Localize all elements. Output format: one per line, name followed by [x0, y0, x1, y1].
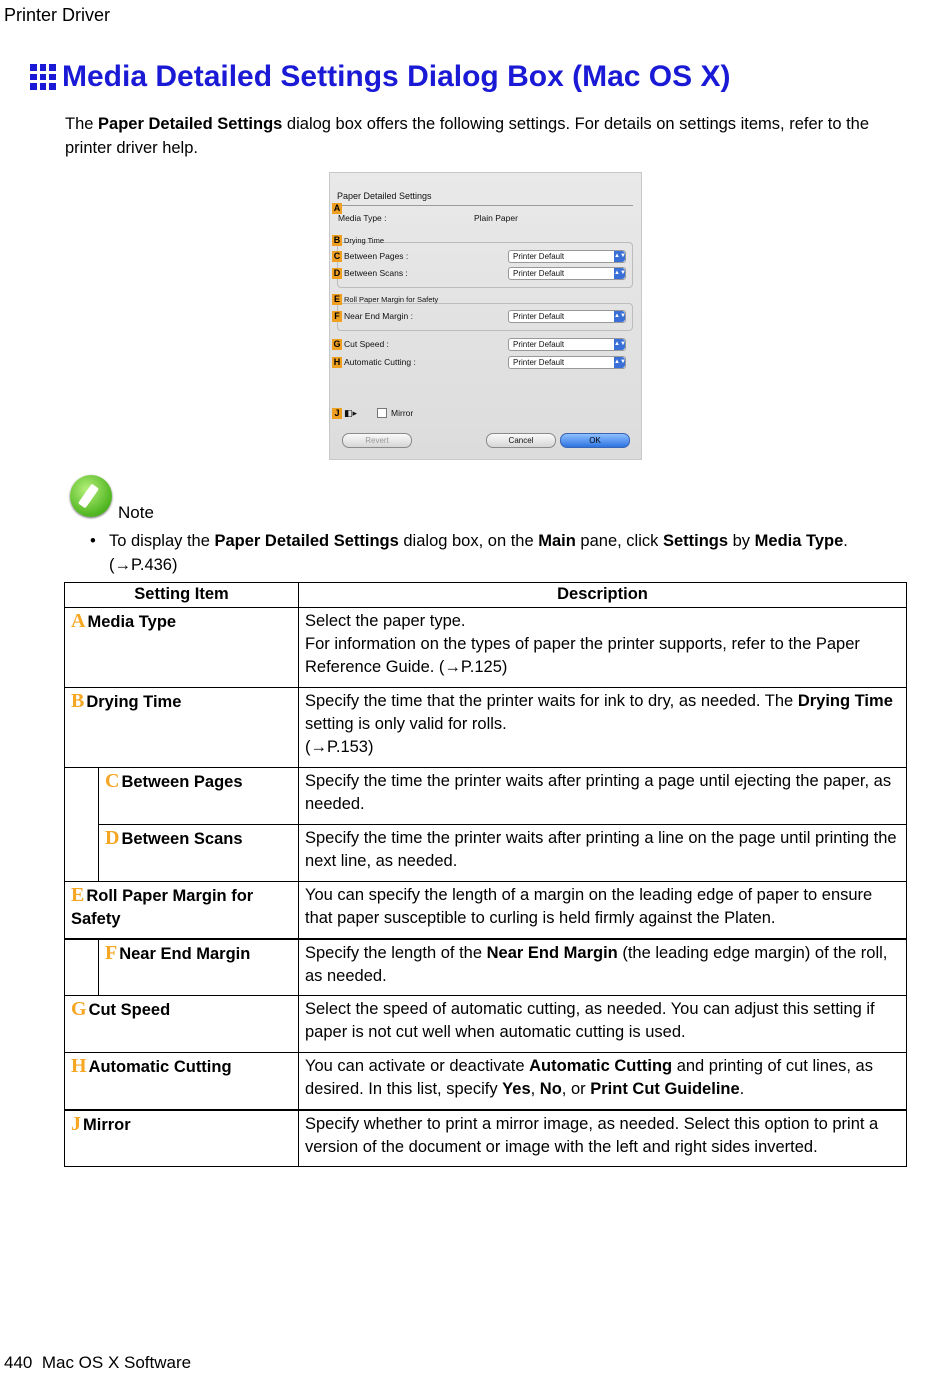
description-text: Specify whether to print a mirror image, as needed. Select this option to print a version of the document or image with the left and right sides inverted.: [299, 1110, 907, 1167]
media-type-value: Plain Paper: [474, 213, 518, 223]
page-title: Media Detailed Settings Dialog Box (Mac OS X): [62, 60, 731, 93]
description-text: Specify the time the printer waits after printing a page until ejecting the paper, as needed.: [299, 768, 907, 825]
row-letter: B: [71, 690, 85, 712]
setting-item-mirror: Mirror: [83, 1115, 131, 1134]
popup-arrow-icon: ▲▼: [614, 311, 625, 322]
table-row: [65, 608, 907, 688]
row-letter: H: [71, 1055, 87, 1077]
description-text: Specify the length of the Near End Margin (the leading edge margin) of the roll, as needed.: [299, 939, 907, 996]
setting-item-automatic-cutting: Automatic Cutting: [88, 1058, 232, 1076]
description-text: You can activate or deactivate Automatic Cutting and printing of cut lines, as desired. In this list, specify Yes, No, or Print Cut Guideline.: [299, 1053, 907, 1110]
callout-e: E: [333, 293, 340, 304]
media-type-label: Media Type :: [338, 213, 387, 223]
popup-arrow-icon: ▲▼: [614, 339, 625, 350]
table-row: [65, 882, 907, 939]
cut-speed-label: Cut Speed :: [344, 339, 389, 349]
between-pages-popup[interactable]: Printer Default ▲▼: [508, 250, 626, 263]
dialog-screenshot: [329, 172, 642, 460]
between-pages-label: Between Pages :: [344, 251, 409, 261]
popup-arrow-icon: ▲▼: [614, 357, 625, 368]
callout-f: F: [332, 311, 342, 322]
callout-c: C: [333, 250, 341, 261]
page-footer: [4, 1353, 191, 1373]
note-label: Note: [118, 503, 154, 522]
auto-cutting-label: Automatic Cutting :: [344, 357, 416, 367]
popup-arrow-icon: ▲▼: [614, 251, 625, 262]
row-letter: J: [71, 1112, 81, 1135]
setting-item-media-type: Media Type: [87, 613, 177, 631]
revert-button[interactable]: Revert: [342, 433, 412, 448]
row-letter: A: [71, 610, 86, 632]
row-letter: C: [105, 770, 120, 792]
table-row: [65, 768, 907, 825]
page-number: 440: [4, 1353, 33, 1372]
row-letter: F: [105, 941, 118, 964]
callout-b: B: [333, 234, 341, 245]
description-text: Select the speed of automatic cutting, as needed. You can adjust this setting if paper is not cut well when automatic cutting is used.: [299, 996, 907, 1053]
table-row: [65, 825, 907, 882]
callout-h: H: [333, 356, 341, 367]
roll-margin-label: Roll Paper Margin for Safety: [344, 294, 439, 304]
grid-icon: [30, 64, 56, 90]
setting-item-between-scans: Between Scans: [121, 830, 243, 848]
between-scans-label: Between Scans :: [344, 268, 408, 278]
mirror-checkbox[interactable]: [377, 408, 387, 418]
setting-item-roll-paper-margin: Roll Paper Margin for Safety: [71, 887, 254, 928]
description-text: Specify the time that the printer waits for ink to dry, as needed. The Drying Time setting is only valid for rolls. (→P.153): [299, 688, 907, 768]
row-letter: G: [71, 998, 87, 1020]
description-text: Specify the time the printer waits after printing a line on the page until printing the next line, as needed.: [299, 825, 907, 882]
running-header: Printer Driver: [4, 5, 111, 25]
description-text: You can specify the length of a margin on the leading edge of paper to ensure that paper susceptible to curling is held firmly against the Platen.: [299, 882, 907, 939]
description-text: Select the paper type.: [305, 612, 466, 630]
mirror-preview-icon: ◧▸: [344, 407, 358, 418]
footer-section: Mac OS X Software: [41, 1353, 192, 1372]
callout-g: G: [333, 338, 341, 349]
intro-paragraph: The Paper Detailed Settings dialog box offers the following settings. For details on settings items, refer to the printer driver help.: [65, 115, 870, 157]
row-letter: D: [105, 827, 120, 849]
dialog-title: Paper Detailed Settings: [337, 191, 432, 201]
near-end-label: Near End Margin :: [344, 311, 413, 321]
near-end-popup[interactable]: Printer Default ▲▼: [508, 310, 626, 323]
table-row: [65, 1110, 907, 1167]
setting-item-between-pages: Between Pages: [121, 773, 243, 791]
pencil-note-icon: [70, 475, 112, 517]
cancel-button[interactable]: Cancel: [486, 433, 556, 448]
callout-j: J: [332, 408, 342, 419]
drying-time-label: Drying Time: [344, 235, 385, 245]
note-bullet: • To display the Paper Detailed Settings dialog box, on the Main pane, click Settings by Media Type. (→P.436): [90, 529, 890, 577]
callout-a: A: [333, 202, 341, 213]
between-scans-popup[interactable]: Printer Default ▲▼: [508, 267, 626, 280]
setting-item-drying-time: Drying Time: [86, 693, 182, 711]
cut-speed-popup[interactable]: Printer Default ▲▼: [508, 338, 626, 351]
bullet-dot: •: [90, 532, 96, 550]
table-row: [65, 939, 907, 996]
description-text: For information on the types of paper the printer supports, refer to the Paper Reference Guide. (→P.125): [305, 635, 860, 676]
table-row: [65, 1053, 907, 1110]
popup-arrow-icon: ▲▼: [614, 268, 625, 279]
settings-table: [64, 582, 907, 1167]
row-letter: E: [71, 884, 85, 906]
table-row: [65, 688, 907, 768]
column-header-description: Description: [299, 583, 907, 608]
ok-button[interactable]: OK: [560, 433, 630, 448]
table-row: [65, 996, 907, 1053]
column-header-setting-item: Setting Item: [65, 583, 299, 608]
mirror-label: Mirror: [391, 408, 414, 418]
table-header-row: [65, 583, 907, 608]
setting-item-cut-speed: Cut Speed: [88, 1001, 171, 1019]
section-title: [30, 60, 730, 94]
setting-item-near-end-margin: Near End Margin: [119, 944, 251, 963]
auto-cutting-popup[interactable]: Printer Default ▲▼: [508, 356, 626, 369]
callout-d: D: [333, 267, 341, 278]
